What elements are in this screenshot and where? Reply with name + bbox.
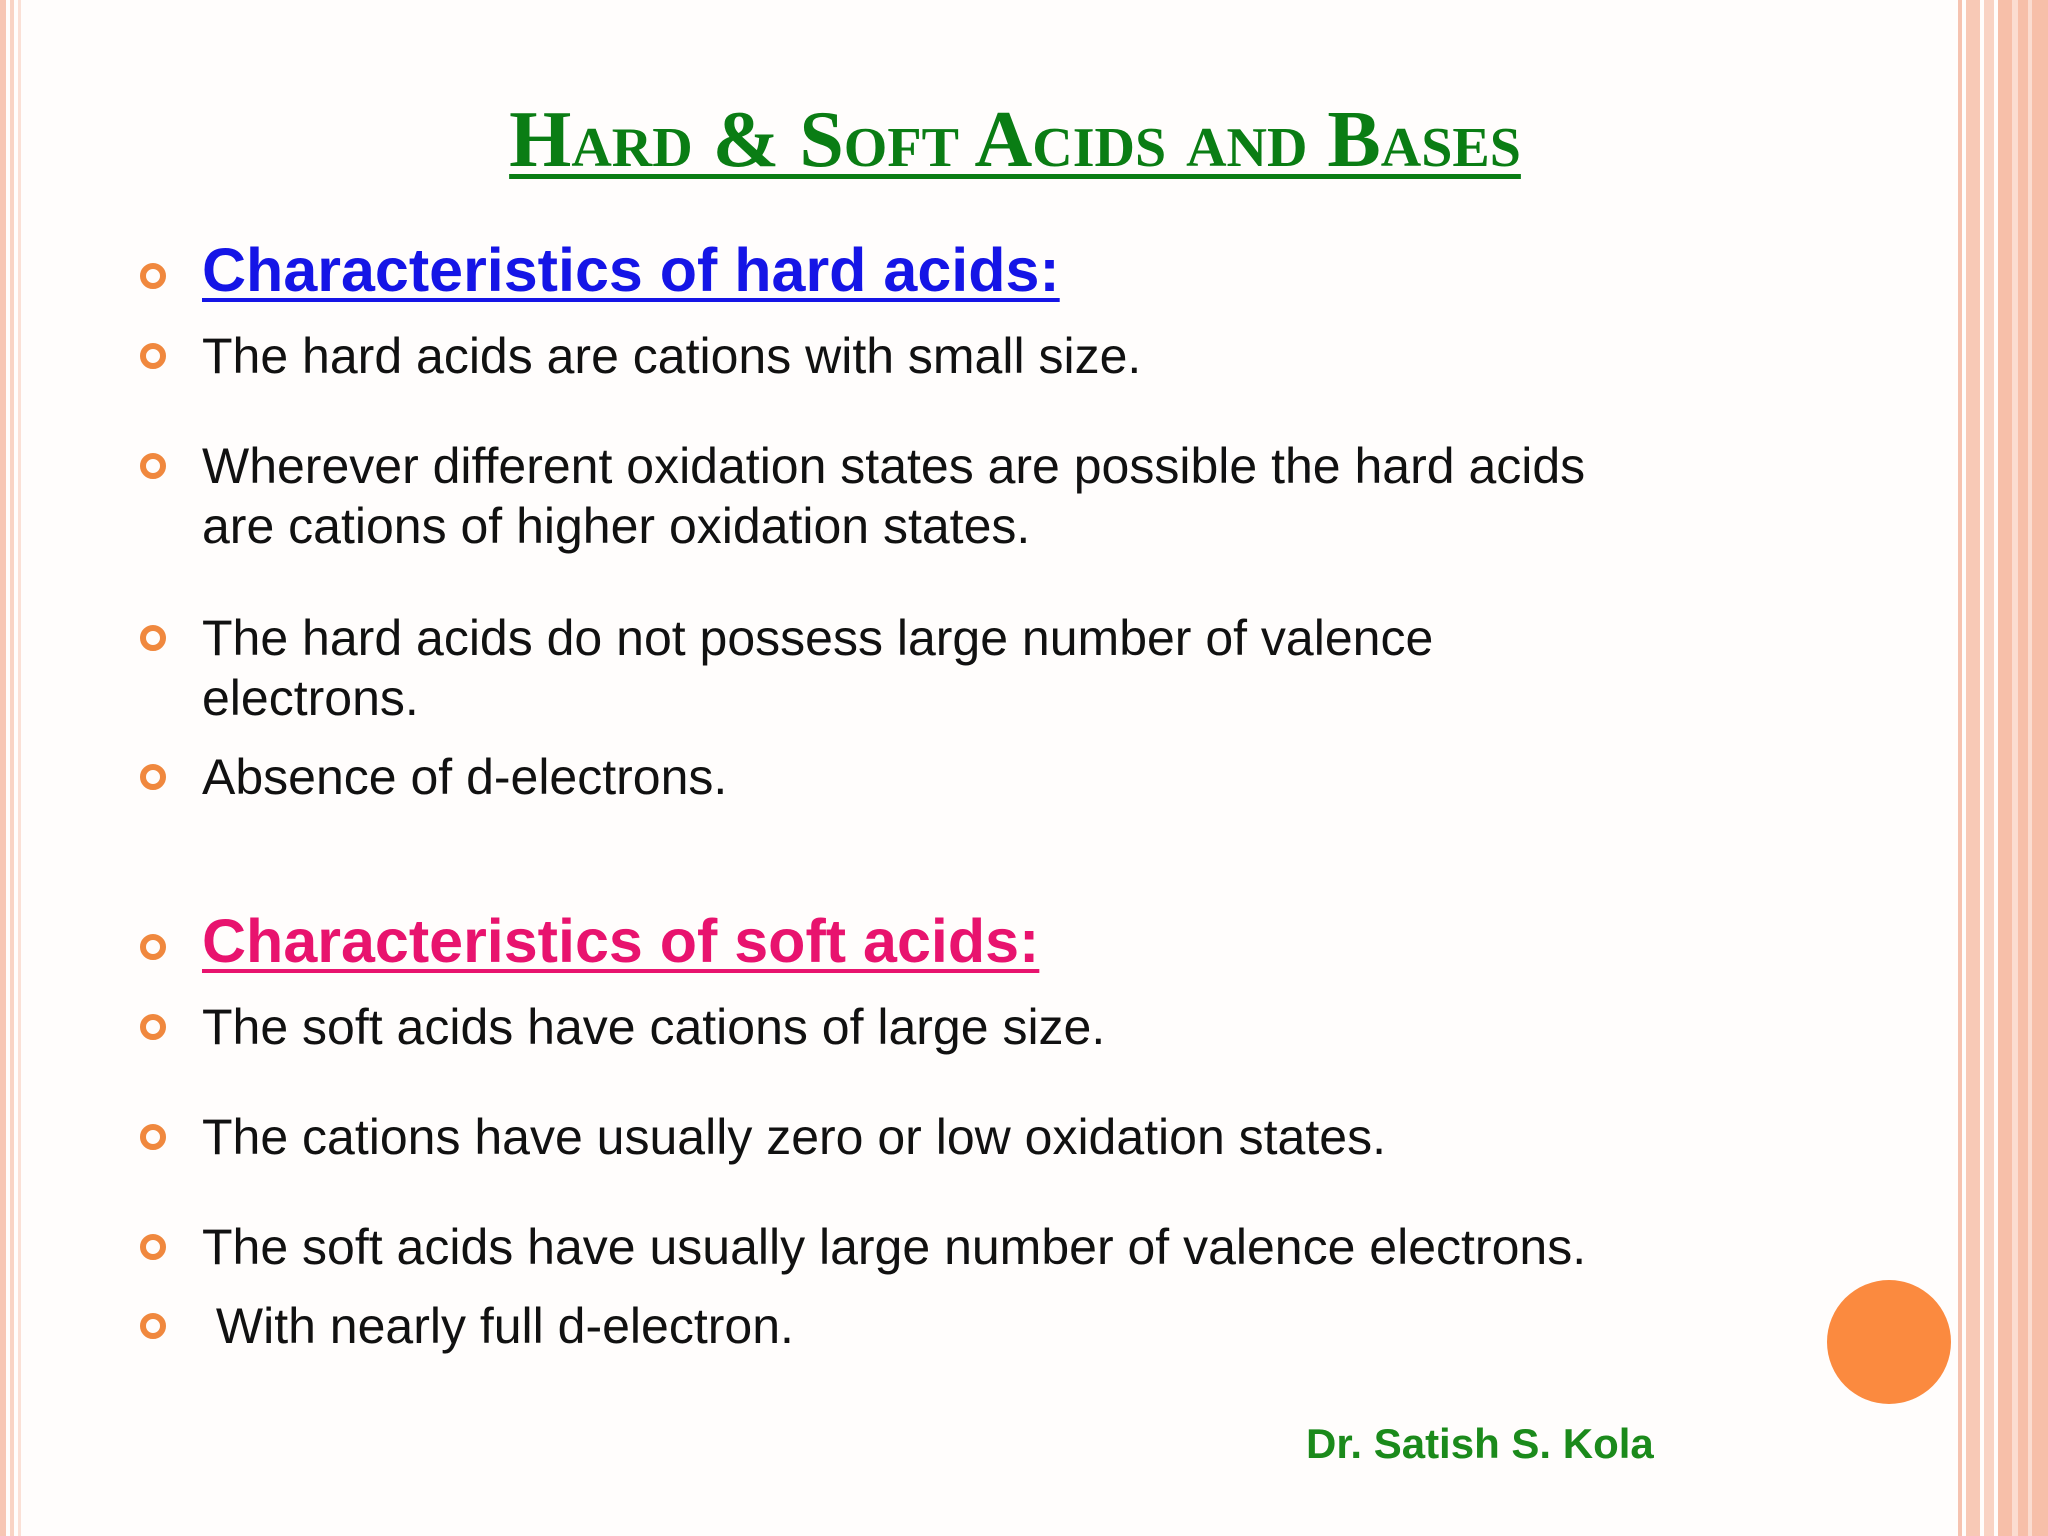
left-border-stripe bbox=[18, 0, 21, 1536]
bullet-circle-icon bbox=[140, 1124, 166, 1150]
bullet-circle-icon bbox=[140, 764, 166, 790]
bullet-circle-icon bbox=[140, 625, 166, 651]
left-border-stripe bbox=[10, 0, 14, 1536]
left-border-stripe bbox=[0, 0, 6, 1536]
slide-title bbox=[0, 96, 2030, 184]
bullet-circle-icon bbox=[140, 1014, 166, 1040]
bullet-circle-icon bbox=[140, 1234, 166, 1260]
right-border-stripe bbox=[2012, 0, 2018, 1536]
list-item-text-line: are cations of higher oxidation states. bbox=[202, 498, 1031, 554]
author-credit: Dr. Satish S. Kola bbox=[1306, 1420, 1654, 1467]
right-border-stripe bbox=[1966, 0, 1980, 1536]
bullet-circle-icon bbox=[140, 1313, 166, 1339]
bullet-circle-icon bbox=[140, 343, 166, 369]
hard-acids-heading: Characteristics of hard acids: bbox=[202, 236, 1060, 304]
decorative-circle-icon bbox=[1827, 1280, 1951, 1404]
soft-acids-heading: Characteristics of soft acids: bbox=[202, 907, 1040, 975]
bullet-circle-icon bbox=[140, 934, 166, 960]
list-item-text: The soft acids have cations of large size. bbox=[202, 999, 1106, 1055]
list-item-text: The cations have usually zero or low oxidation states. bbox=[202, 1109, 1386, 1165]
right-border-stripe bbox=[1998, 0, 2048, 1536]
slide-title-text: Hard & Soft Acids and Bases bbox=[509, 96, 1521, 184]
list-item-text-line: The hard acids do not possess large number of valence bbox=[202, 610, 1434, 666]
bullet-circle-icon bbox=[140, 453, 166, 479]
right-border-stripe bbox=[2028, 0, 2032, 1536]
list-item-text: Absence of d-electrons. bbox=[202, 749, 728, 805]
list-item-text-line: Wherever different oxidation states are possible the hard acids bbox=[202, 438, 1586, 494]
list-item-text: With nearly full d-electron. bbox=[202, 1298, 794, 1354]
list-item-text: The soft acids have usually large number of valence electrons. bbox=[202, 1219, 1587, 1275]
right-border-stripe bbox=[1984, 0, 1994, 1536]
bullet-circle-icon bbox=[140, 263, 166, 289]
list-item-text-line: electrons. bbox=[202, 670, 419, 726]
right-border-stripe bbox=[1958, 0, 1962, 1536]
list-item-text: The hard acids are cations with small size. bbox=[202, 328, 1142, 384]
